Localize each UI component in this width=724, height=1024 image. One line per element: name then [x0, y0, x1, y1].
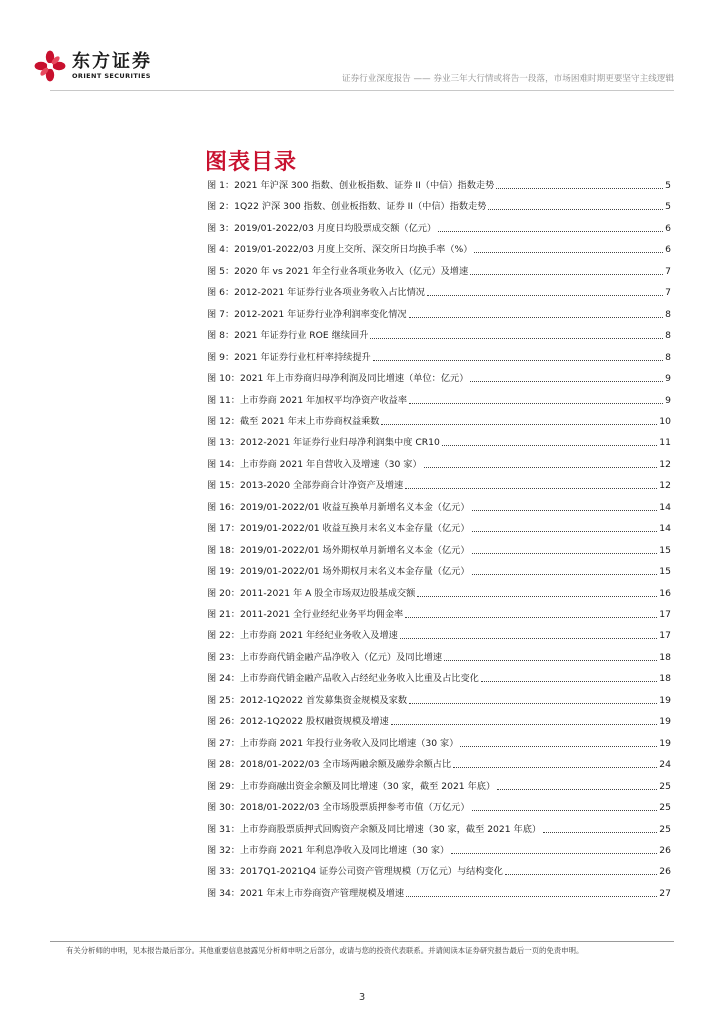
toc-entry[interactable] [207, 178, 671, 192]
toc-entry-page: 18 [659, 651, 671, 663]
toc-dot-leader [438, 231, 663, 232]
toc-dot-leader [370, 338, 663, 339]
toc-entry[interactable] [207, 779, 671, 793]
toc-entry-label: 图 19：2019/01-2022/01 场外期权月末名义本金存量（亿元） [207, 566, 470, 578]
toc-entry-page: 17 [659, 630, 671, 642]
toc-entry[interactable] [207, 264, 671, 278]
toc-entry[interactable] [207, 822, 671, 836]
toc-entry-label: 图 3：2019/01-2022/03 月度日均股票成交额（亿元） [207, 222, 437, 234]
toc-entry-label: 图 1：2021 年沪深 300 指数、创业板指数、证券 II（中信）指数走势 [207, 180, 495, 191]
toc-dot-leader [472, 531, 658, 532]
toc-entry-label: 图 24：上市券商代销金融产品收入占经纪业务收入比重及占比变化 [207, 673, 479, 685]
toc-entry[interactable] [207, 628, 671, 642]
toc-entry-page: 7 [665, 287, 671, 299]
toc-entry-label: 图 30：2018/01-2022/03 全市场股票质押参考市值（万亿元） [207, 802, 470, 814]
toc-entry[interactable] [207, 521, 671, 535]
header-divider [50, 90, 674, 91]
toc-entry[interactable] [207, 414, 671, 428]
toc-dot-leader [427, 295, 663, 296]
toc-entry-page: 10 [659, 415, 671, 427]
toc-entry[interactable] [207, 371, 671, 385]
orient-securities-logo-icon [34, 50, 66, 82]
toc-entry-page: 15 [659, 566, 671, 578]
toc-entry[interactable] [207, 671, 671, 685]
toc-entry-label: 图 25：2012-1Q2022 首发募集资金规模及家数 [207, 694, 408, 706]
toc-entry-label: 图 8：2021 年证券行业 ROE 继续回升 [207, 330, 369, 342]
toc-dot-leader [505, 874, 657, 875]
toc-dot-leader [451, 853, 657, 854]
toc-entry[interactable] [207, 586, 671, 600]
toc-dot-leader [472, 553, 658, 554]
toc-dot-leader [405, 488, 657, 489]
toc-entry-page: 9 [665, 394, 671, 406]
toc-dot-leader [470, 381, 663, 382]
toc-entry-page: 19 [659, 737, 671, 749]
toc-entry-label: 图 11：上市券商 2021 年加权平均净资产收益率 [207, 394, 408, 406]
toc-entry-page: 19 [659, 716, 671, 728]
toc-dot-leader [409, 703, 657, 704]
toc-dot-leader [472, 574, 658, 575]
toc-entry-label: 图 32：上市券商 2021 年利息净收入及同比增速（30 家） [207, 844, 450, 856]
toc-entry[interactable] [207, 757, 671, 771]
toc-entry-label: 图 31：上市券商股票质押式回购资产余额及同比增速（30 家，截至 2021 年底） [207, 823, 542, 835]
toc-entry-page: 18 [659, 673, 671, 685]
toc-dot-leader [442, 445, 657, 446]
toc-entry-page: 19 [659, 694, 671, 706]
toc-dot-leader [472, 510, 658, 511]
footer-disclaimer: 有关分析师的申明，见本报告最后部分。其他重要信息披露见分析师申明之后部分，或请与您的投资代表联系。并请阅读本证券研究报告最后一页的免责申明。 [66, 946, 584, 955]
toc-entry-label: 图 26：2012-1Q2022 股权融资规模及增速 [207, 716, 389, 728]
toc-entry[interactable] [207, 564, 671, 578]
footer-divider [50, 941, 674, 942]
toc-entry-label: 图 10：2021 年上市券商归母净利润及同比增速（单位：亿元） [207, 373, 469, 385]
toc-entry-label: 图 2：1Q22 沪深 300 指数、创业板指数、证券 II（中信）指数走势 [207, 201, 487, 213]
toc-entry-label: 图 14：上市券商 2021 年自营收入及增速（30 家） [207, 458, 422, 470]
toc-entry-page: 25 [659, 802, 671, 814]
toc-dot-leader [373, 360, 663, 361]
toc-dot-leader [400, 638, 657, 639]
toc-entry-page: 11 [659, 437, 671, 449]
toc-entry[interactable] [207, 199, 671, 213]
toc-entry-label: 图 12：截至 2021 年末上市券商权益乘数 [207, 415, 380, 427]
toc-entry[interactable] [207, 800, 671, 814]
toc-entry[interactable] [207, 393, 671, 407]
toc-entry-page: 7 [665, 265, 671, 277]
toc-entry[interactable] [207, 478, 671, 492]
toc-entry-page: 12 [659, 480, 671, 492]
toc-entry[interactable] [207, 736, 671, 750]
toc-entry-page: 8 [665, 351, 671, 363]
toc-entry[interactable] [207, 500, 671, 514]
toc-entry[interactable] [207, 886, 671, 900]
toc-dot-leader [496, 188, 663, 189]
toc-entry-page: 8 [665, 330, 671, 342]
toc-entry-label: 图 6：2012-2021 年证券行业各项业务收入占比情况 [207, 287, 425, 299]
toc-entry-label: 图 15：2013-2020 全部券商合计净资产及增速 [207, 480, 404, 492]
toc-entry-page: 17 [659, 609, 671, 620]
toc-dot-leader [497, 789, 657, 790]
toc-entry-page: 8 [665, 308, 671, 320]
toc-dot-leader [424, 467, 658, 468]
toc-entry[interactable] [207, 307, 671, 321]
toc-entry-label: 图 23：上市券商代销金融产品净收入（亿元）及同比增速 [207, 651, 443, 663]
toc-entry-label: 图 22：上市券商 2021 年经纪业务收入及增速 [207, 630, 398, 642]
toc-entry-page: 25 [659, 823, 671, 835]
toc-dot-leader [406, 896, 657, 897]
toc-entry[interactable] [207, 864, 671, 878]
brand-logo [34, 50, 152, 82]
toc-entry-page: 15 [659, 544, 671, 556]
toc-entry[interactable] [207, 242, 671, 256]
toc-entry-label: 图 13：2012-2021 年证券行业归母净利润集中度 CR10 [207, 437, 440, 449]
toc-entry-page: 12 [659, 458, 671, 470]
toc-entry-page: 16 [659, 587, 671, 599]
toc-entry-label: 图 27：上市券商 2021 年投行业务收入及同比增速（30 家） [207, 737, 459, 749]
toc-dot-leader [405, 617, 657, 618]
toc-dot-leader [409, 317, 664, 318]
toc-entry[interactable] [207, 693, 671, 707]
toc-dot-leader [453, 767, 657, 768]
toc-entry-page: 14 [659, 523, 671, 535]
toc-dot-leader [472, 810, 658, 811]
toc-entry-page: 6 [665, 222, 671, 234]
toc-dot-leader [460, 746, 657, 747]
toc-entry[interactable] [207, 843, 671, 857]
toc-entry-label: 图 9：2021 年证券行业杠杆率持续提升 [207, 351, 371, 363]
toc-entry[interactable] [207, 350, 671, 364]
toc-dot-leader [481, 681, 657, 682]
toc-entry-page: 24 [659, 759, 671, 771]
toc-entry-page: 27 [659, 887, 671, 899]
toc-entry-label: 图 17：2019/01-2022/01 收益互换月末名义本金存量（亿元） [207, 523, 470, 535]
toc-entry-page: 26 [659, 844, 671, 856]
toc-entry[interactable] [207, 650, 671, 664]
toc-dot-leader [409, 403, 663, 404]
toc-dot-leader [444, 660, 657, 661]
toc-entry-label: 图 28：2018/01-2022/03 全市场两融余额及融券余额占比 [207, 759, 452, 771]
toc-entry-label: 图 4：2019/01-2022/03 月度上交所、深交所日均换手率（%） [207, 244, 473, 256]
brand-name-cn: 东方证券 [72, 50, 152, 72]
toc-entry[interactable] [207, 607, 671, 621]
toc-dot-leader [470, 274, 663, 275]
toc-entry[interactable] [207, 285, 671, 299]
toc-entry[interactable] [207, 435, 671, 449]
toc-dot-leader [381, 424, 657, 425]
toc-dot-leader [417, 596, 657, 597]
toc-entry-label: 图 29：上市券商融出资金余额及同比增速（30 家，截至 2021 年底） [207, 780, 496, 792]
toc-entry[interactable] [207, 328, 671, 342]
toc-entry[interactable] [207, 221, 671, 235]
toc-entry-page: 14 [659, 501, 671, 513]
toc-entry-page: 5 [665, 180, 671, 191]
toc-entry[interactable] [207, 714, 671, 728]
toc-entry-page: 5 [665, 201, 671, 213]
report-subtitle: 证券行业深度报告 —— 券业三年大行情或将告一段落，市场困难时期更要坚守主线逻辑 [341, 74, 674, 84]
toc-dot-leader [391, 724, 658, 725]
page-title: 图表目录 [205, 150, 298, 175]
page-number: 3 [358, 992, 366, 1003]
toc-entry-page: 6 [665, 244, 671, 256]
toc-dot-leader [488, 209, 663, 210]
toc-entry-label: 图 16：2019/01-2022/01 收益互换单月新增名义本金（亿元） [207, 501, 470, 513]
brand-name-en: ORIENT SECURITIES [72, 71, 151, 80]
toc-entry-label: 图 18：2019/01-2022/01 场外期权单月新增名义本金（亿元） [207, 544, 470, 556]
toc-entry-page: 25 [659, 780, 671, 792]
toc-entry-page: 26 [659, 866, 671, 878]
toc-entry-page: 9 [665, 373, 671, 385]
toc-entry[interactable] [207, 457, 671, 471]
toc-entry[interactable] [207, 543, 671, 557]
toc-entry-label: 图 7：2012-2021 年证券行业净利润率变化情况 [207, 308, 407, 320]
toc-entry-label: 图 5：2020 年 vs 2021 年全行业各项业务收入（亿元）及增速 [207, 265, 469, 277]
toc-dot-leader [543, 832, 657, 833]
toc-entry-label: 图 33：2017Q1-2021Q4 证券公司资产管理规模（万亿元）与结构变化 [207, 866, 503, 878]
toc-entry-label: 图 21：2011-2021 全行业经纪业务平均佣金率 [207, 609, 404, 620]
toc-dot-leader [474, 252, 663, 253]
toc-entry-label: 图 34：2021 年末上市券商资产管理规模及增速 [207, 887, 405, 899]
toc-entry-label: 图 20：2011-2021 年 A 股全市场双边股基成交额 [207, 587, 416, 599]
